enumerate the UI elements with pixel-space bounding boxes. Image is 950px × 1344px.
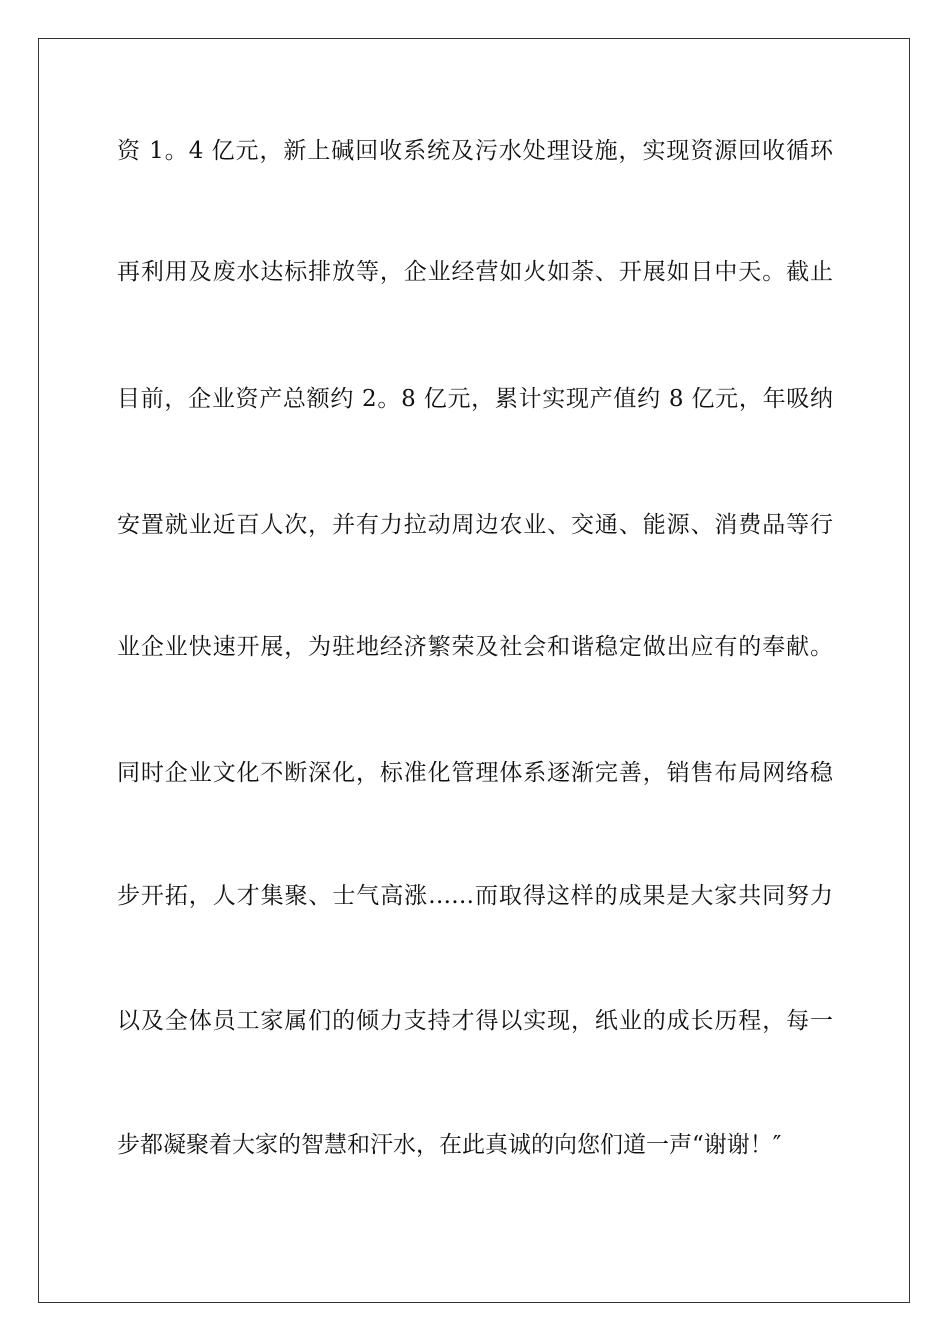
text-line-1: 资 1。4 亿元，新上碱回收系统及污水处理设施，实现资源回收循环 — [117, 138, 833, 164]
text-line-6: 同时企业文化不断深化，标准化管理体系逐渐完善，销售布局网络稳 — [117, 760, 833, 786]
text-line-5: 业企业快速开展，为驻地经济繁荣及社会和谐稳定做出应有的奉献。 — [117, 634, 833, 660]
text-line-2: 再利用及废水达标排放等，企业经营如火如荼、开展如日中天。截止 — [117, 259, 833, 285]
text-line-4: 安置就业近百人次，并有力拉动周边农业、交通、能源、消费品等行 — [117, 512, 833, 538]
text-line-9: 步都凝聚着大家的智慧和汗水，在此真诚的向您们道一声“谢谢！″ — [117, 1132, 782, 1158]
page-border — [38, 38, 910, 1303]
text-line-7: 步开拓，人才集聚、士气高涨……而取得这样的成果是大家共同努力 — [117, 883, 833, 909]
text-line-8: 以及全体员工家属们的倾力支持才得以实现，纸业的成长历程，每一 — [117, 1008, 833, 1034]
text-line-3: 目前，企业资产总额约 2。8 亿元，累计实现产值约 8 亿元，年吸纳 — [117, 386, 833, 412]
